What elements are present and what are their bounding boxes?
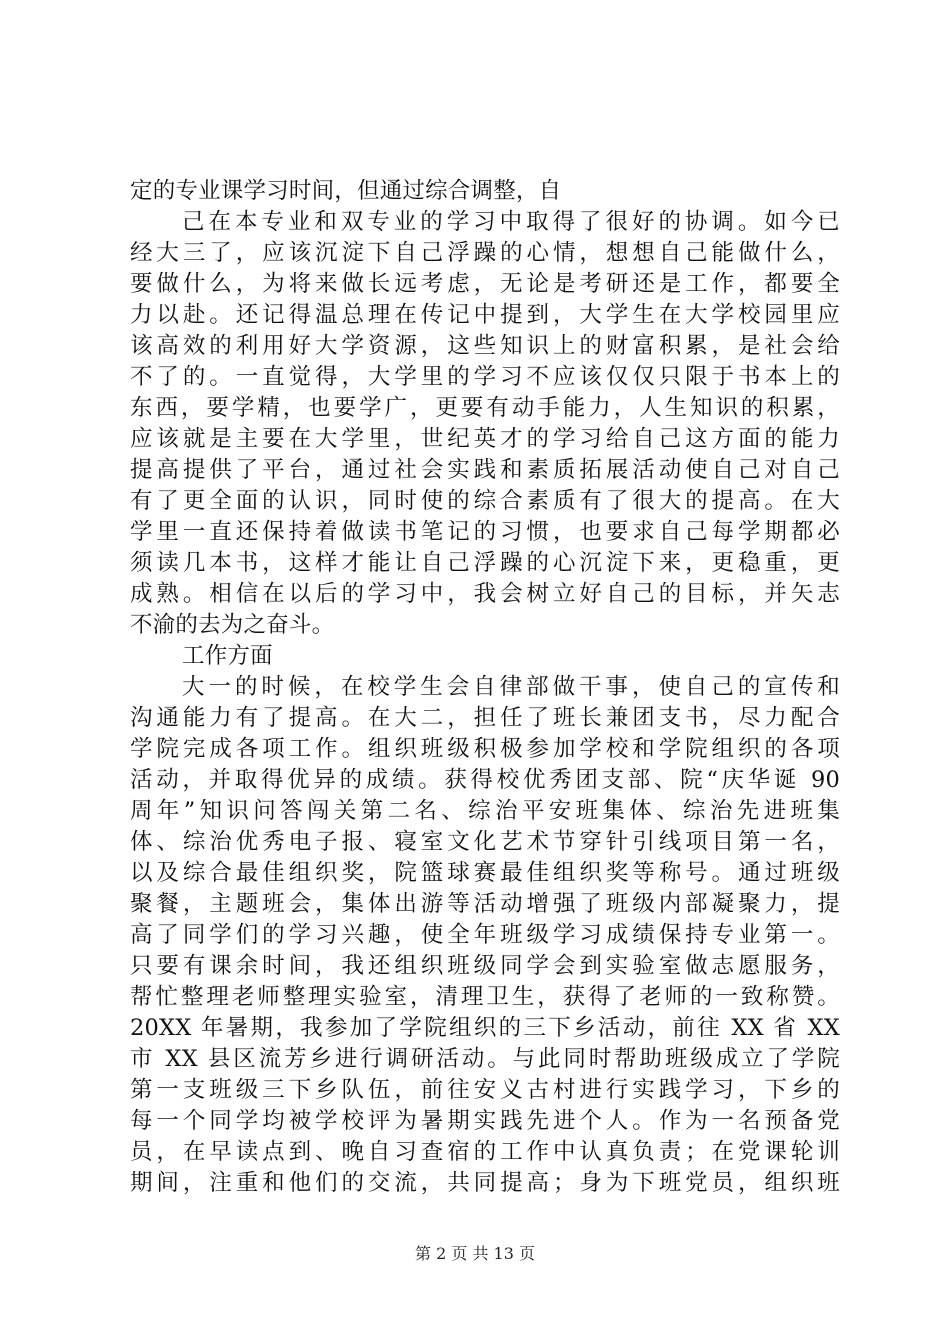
text-line: 该高效的利用好大学资源，这些知识上的财富积累，是社会给 (130, 333, 840, 359)
text-line: 要做什么，为将来做长远考虑，无论是考研还是工作，都要全 (130, 271, 840, 297)
text-line: 员，在早读点到、晚自习查宿的工作中认真负责；在党课轮训 (130, 1139, 840, 1165)
text-line: 市 XX 县区流芳乡进行调研活动。与此同时帮助班级成立了学院 (130, 1046, 840, 1072)
text-line: 应该就是主要在大学里，世纪英才的学习给自己这方面的能力 (130, 426, 840, 452)
text-line: 己在本专业和双专业的学习中取得了很好的协调。如今已 (182, 209, 840, 235)
text-line: 大一的时候，在校学生会自律部做干事，使自己的宣传和 (182, 674, 840, 700)
text-line: 聚餐，主题班会，集体出游等活动增强了班级内部凝聚力，提 (130, 891, 840, 917)
text-line: 20XX 年暑期，我参加了学院组织的三下乡活动，前往 XX 省 XX (130, 1015, 840, 1041)
text-line: 第一支班级三下乡队伍，前往安义古村进行实践学习，下乡的 (130, 1077, 840, 1103)
text-line: 成熟。相信在以后的学习中，我会树立好自己的目标，并矢志 (130, 581, 840, 607)
text-line: 沟通能力有了提高。在大二，担任了班长兼团支书，尽力配合 (130, 705, 840, 731)
text-line: 东西，要学精，也要学广，更要有动手能力，人生知识的积累， (130, 395, 840, 421)
text-line: 高了同学们的学习兴趣，使全年班级学习成绩保持专业第一。 (130, 922, 840, 948)
text-line: 体、综治优秀电子报、寝室文化艺术节穿针引线项目第一名， (130, 829, 840, 855)
text-line: 不了的。一直觉得，大学里的学习不应该仅仅只限于书本上的 (130, 364, 840, 390)
body-text (130, 176, 840, 1199)
text-line: 以及综合最佳组织奖，院篮球赛最佳组织奖等称号。通过班级 (130, 860, 840, 886)
text-line: 活动，并取得优异的成绩。获得校优秀团支部、院“庆华诞 90 (130, 767, 840, 793)
text-line: 定的专业课学习时间，但通过综合调整，自 (130, 178, 562, 204)
text-line: 经大三了，应该沉淀下自己浮躁的心情，想想自己能做什么， (130, 240, 840, 266)
text-line: 力以赴。还记得温总理在传记中提到，大学生在大学校园里应 (130, 302, 840, 328)
text-line: 周年”知识问答闯关第二名、综治平安班集体、综治先进班集 (130, 798, 840, 824)
section-heading: 工作方面 (182, 643, 273, 669)
text-line: 帮忙整理老师整理实验室，清理卫生，获得了老师的一致称赞。 (130, 984, 840, 1010)
text-line: 须读几本书，这样才能让自己浮躁的心沉淀下来，更稳重，更 (130, 550, 840, 576)
text-line: 有了更全面的认识，同时使的综合素质有了很大的提高。在大 (130, 488, 840, 514)
text-line: 期间，注重和他们的交流，共同提高；身为下班党员，组织班 (130, 1170, 840, 1196)
text-line: 学里一直还保持着做读书笔记的习惯，也要求自己每学期都必 (130, 519, 840, 545)
text-line: 学院完成各项工作。组织班级积极参加学校和学院组织的各项 (130, 736, 840, 762)
page-number-footer: 第 2 页 共 13 页 (415, 1244, 535, 1263)
text-line: 提高提供了平台，通过社会实践和素质拓展活动使自己对自己 (130, 457, 840, 483)
text-line: 每一个同学均被学校评为暑期实践先进个人。作为一名预备党 (130, 1108, 840, 1134)
text-line: 只要有课余时间，我还组织班级同学会到实验室做志愿服务， (130, 953, 840, 979)
text-line: 不渝的去为之奋斗。 (130, 612, 335, 638)
